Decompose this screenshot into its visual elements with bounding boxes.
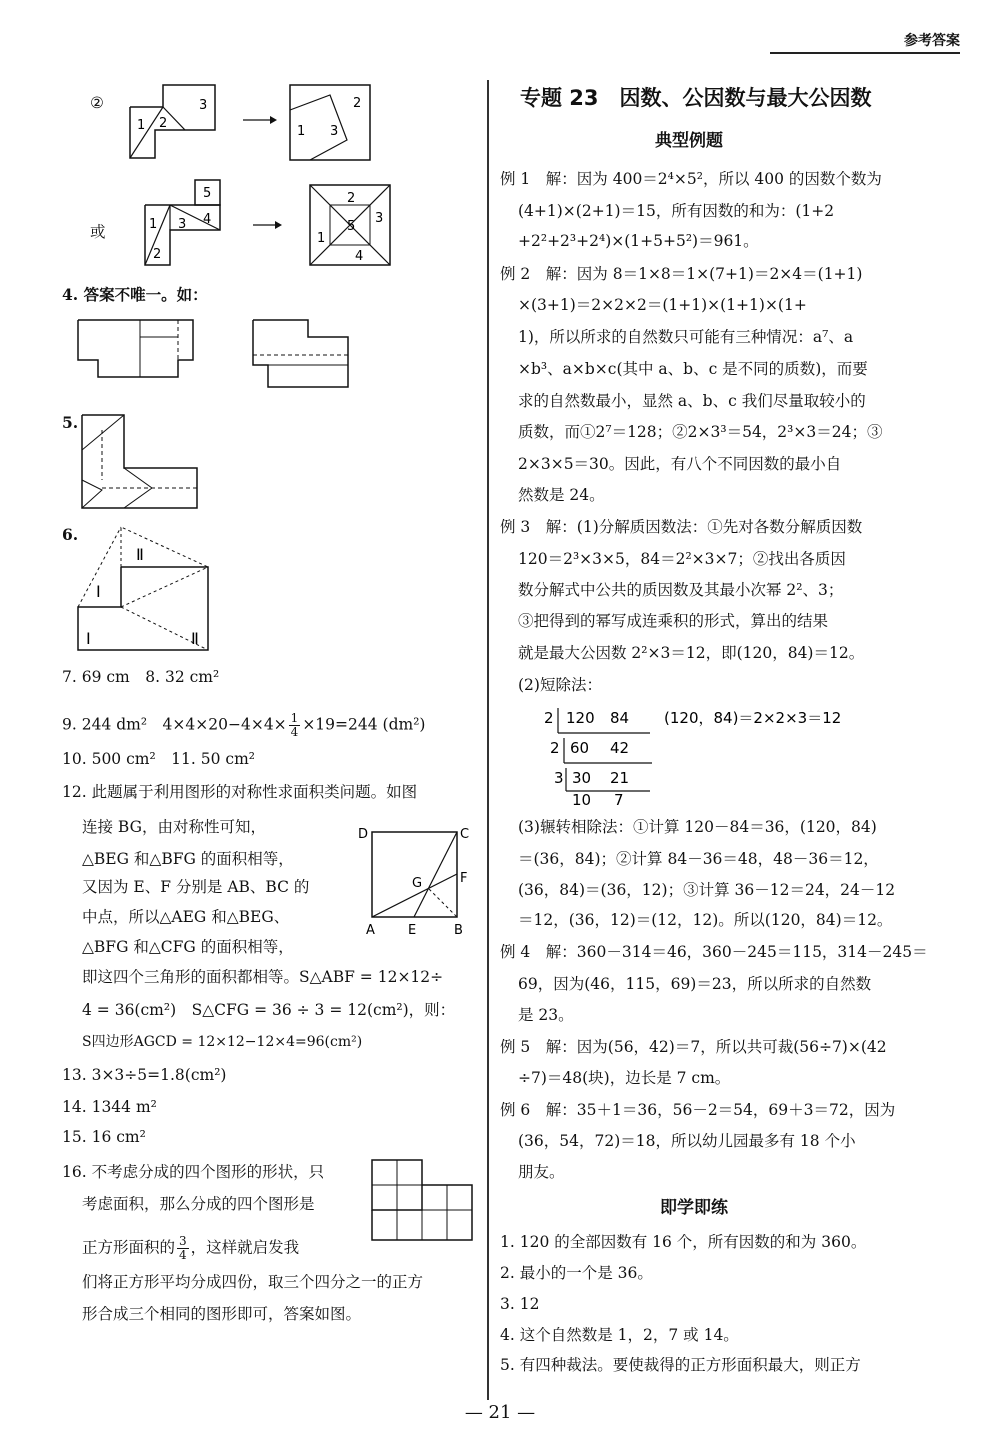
practice-item: 3. 12 [500, 1295, 540, 1313]
fig-num-2b: 2 [353, 96, 362, 111]
header-rule [770, 52, 960, 54]
ex3-line: (2)短除法： [518, 676, 602, 694]
quotient: 30 [572, 769, 592, 787]
q12-line: △BEG 和△BFG 的面积相等， [82, 850, 294, 868]
ex6-line: 例 6 解：35＋1＝36，56－2＝54，69＋3＝72，因为 [500, 1101, 896, 1119]
label-F: F [460, 871, 468, 886]
dividend: 84 [610, 709, 630, 727]
ex2-line: 2×3×5＝30。因此，有八个不同因数的最小自 [518, 455, 842, 473]
ex3b-line: (36，84)＝(36，12)；③计算 36－12＝24，24－12 [518, 881, 896, 899]
ex2-line: 1)，所以所求的自然数只可能有三种情况：a⁷、a [518, 328, 854, 346]
q14-text: 14. 1344 m² [62, 1098, 157, 1116]
q16-line: 们将正方形平均分成四份，取三个四分之一的正方 [82, 1273, 424, 1291]
label-A: A [366, 923, 375, 938]
label-E: E [408, 923, 417, 938]
roman-II-a: Ⅱ [136, 545, 144, 564]
q12-line: 又因为 E、F 分别是 AB、BC 的 [82, 878, 310, 896]
fig-num-4d: 4 [355, 249, 364, 264]
ex2-line: ×(3+1)＝2×2×2＝(1+1)×(1+1)×(1+ [518, 296, 807, 314]
practice-item: 4. 这个自然数是 1，2，7 或 14。 [500, 1326, 739, 1344]
topic-title: 专题 23 因数、公因数与最大公因数 [520, 86, 872, 110]
ex2-line: ×b³、a×b×c(其中 a、b、c 是不同的质数)，而要 [518, 360, 868, 378]
ex1-line: (4+1)×(2+1)＝15，所有因数的和为：(1+2 [518, 202, 835, 220]
quotient: 21 [610, 769, 630, 787]
page-number: — 21 — [464, 1402, 536, 1423]
practice-heading: 即学即练 [660, 1198, 728, 1218]
fig-num-5d: 5 [347, 219, 356, 234]
q4-text: 4. 答案不唯一。如： [62, 285, 208, 304]
short-division-figure [540, 705, 860, 810]
fig-num-1b: 1 [297, 124, 306, 139]
practice-item: 1. 120 的全部因数有 16 个，所有因数的和为 360。 [500, 1233, 867, 1251]
ex3b-line: ＝12，(36，12)＝(12，12)。所以(120，84)＝12。 [518, 911, 893, 929]
section-header: 参考答案 [904, 33, 960, 49]
ex2-line: 质数，而①2⁷＝128；②2×3³＝54，2³×3＝24；③ [518, 423, 883, 441]
ex4-line: 69，因为(46，115，69)＝23，所以所求的自然数 [518, 975, 872, 993]
q13-text: 13. 3×3÷5=1.8(cm²) [62, 1066, 227, 1084]
fig-num-2c: 2 [153, 247, 162, 262]
fig-num-3: 3 [199, 98, 208, 113]
q9-text: 9. 244 dm² 4×4×20−4×4× $\frac{1}{4}$ ×19=244 (dm²) [62, 711, 426, 740]
gcd-result: (120，84)＝2×2×3＝12 [664, 709, 842, 727]
fig-num-3d: 3 [375, 211, 384, 226]
label-G: G [412, 876, 423, 891]
ex4-line: 是 23。 [518, 1006, 574, 1024]
quotient: 42 [610, 739, 630, 757]
q3-or-label: 或 [90, 223, 106, 241]
q12-line: 4 = 36(cm²) S△CFG = 36 ÷ 3 = 12(cm²)，则： [82, 1001, 456, 1019]
fig-num-3c: 3 [178, 217, 187, 232]
q6-label: 6. [62, 525, 79, 544]
roman-I-b: Ⅰ [86, 629, 91, 648]
q6-figure [76, 522, 286, 657]
fig-num-3b: 3 [330, 124, 339, 139]
ex1-line: 例 1 解：因为 400＝2⁴×5²，所以 400 的因数个数为 [500, 170, 882, 188]
q12-line: 连接 BG，由对称性可知， [82, 818, 266, 836]
label-C: C [460, 827, 470, 842]
fig-num-5: 5 [203, 186, 212, 201]
fig-num-4: 4 [203, 212, 212, 227]
q3-figure-a [125, 85, 485, 165]
label-B: B [454, 923, 463, 938]
ex3-line: ③把得到的幂写成连乘积的形式，算出的结果 [518, 612, 829, 630]
column-divider [487, 80, 489, 1400]
divisor: 2 [550, 739, 560, 757]
fig-num-1d: 1 [317, 231, 326, 246]
q12-line: 12. 此题属于利用图形的对称性求面积类问题。如图 [62, 783, 418, 801]
ex5-line: ÷7)＝48(块)，边长是 7 cm。 [518, 1069, 731, 1087]
quotient: 60 [570, 739, 590, 757]
q16-line: 16. 不考虑分成的四个图形的形状，只 [62, 1163, 325, 1181]
ex3-line: 120＝2³×3×5，84＝2²×3×7；②找出各质因 [518, 550, 846, 568]
q12-line: 即这四个三角形的面积都相等。S△ABF = 12×12÷ [82, 968, 444, 986]
fraction-1-4: $\frac{1}{4}$ [290, 711, 299, 740]
ex3-line: 数分解式中公共的质因数及其最小次幂 2²、3； [518, 581, 844, 599]
practice-item: 5. 有四种裁法。要使裁得的正方形面积最大，则正方 [500, 1356, 861, 1374]
q15-text: 15. 16 cm² [62, 1128, 146, 1146]
quotient: 10 [572, 791, 592, 809]
ex3b-line: (3)辗转相除法：①计算 120－84＝36，(120，84) [518, 818, 877, 836]
divisor: 3 [554, 769, 564, 787]
q16-line: 正方形面积的 $\frac{3}{4}$ ，这样就启发我 [82, 1234, 300, 1263]
fraction-3-4: $\frac{3}{4}$ [179, 1234, 187, 1263]
q16-line: 考虑面积，那么分成的四个图形是 [82, 1195, 315, 1213]
q4-figure [78, 315, 378, 385]
ex2-line: 然数是 24。 [518, 486, 605, 504]
ex6-line: 朋友。 [518, 1163, 565, 1181]
quotient: 7 [614, 791, 624, 809]
ex2-line: 例 2 解：因为 8＝1×8＝1×(7+1)＝2×4＝(1+1) [500, 265, 863, 283]
q5-label: 5. [62, 413, 79, 432]
fig-num-1: 1 [137, 118, 146, 133]
q10-text: 10. 500 cm² 11. 50 cm² [62, 750, 256, 768]
ex4-line: 例 4 解：360－314＝46，360－245＝115，314－245＝ [500, 943, 928, 961]
fig-num-2: 2 [159, 116, 168, 131]
fig-num-1c: 1 [149, 217, 158, 232]
dividend: 120 [566, 709, 595, 727]
ex6-line: (36，54，72)＝18，所以幼儿园最多有 18 个小 [518, 1132, 856, 1150]
q7-text: 7. 69 cm 8. 32 cm² [62, 668, 220, 686]
q3-circle-label: ② [90, 94, 104, 112]
q3-figure-b [125, 180, 485, 270]
label-D: D [358, 827, 369, 842]
q12-line: 中点，所以△AEG 和△BEG、 [82, 908, 290, 926]
q16-grid-figure [370, 1158, 480, 1248]
q5-figure [82, 410, 282, 510]
q12-line: △BFG 和△CFG 的面积相等， [82, 938, 294, 956]
divisor: 2 [544, 709, 554, 727]
q16-line: 形合成三个相同的图形即可，答案如图。 [82, 1305, 362, 1323]
ex5-line: 例 5 解：因为(56，42)＝7，所以共可裁(56÷7)×(42 [500, 1038, 887, 1056]
fig-num-2d: 2 [347, 191, 356, 206]
roman-II-b: Ⅱ [191, 629, 199, 648]
roman-I-a: Ⅰ [96, 582, 101, 601]
ex2-line: 求的自然数最小，显然 a、b、c 我们尽量取较小的 [518, 392, 866, 410]
q12-line: S四边形AGCD = 12×12−12×4=96(cm²) [82, 1034, 363, 1050]
typical-examples-heading: 典型例题 [655, 131, 723, 151]
ex1-line: +2²+2³+2⁴)×(1+5+5²)＝961。 [518, 232, 759, 250]
ex3b-line: ＝(36，84)；②计算 84－36＝48，48－36＝12， [518, 850, 879, 868]
ex3-line: 就是最大公因数 2²×3＝12，即(120，84)＝12。 [518, 644, 865, 662]
practice-item: 2. 最小的一个是 36。 [500, 1264, 653, 1282]
q12-square-figure [352, 822, 482, 942]
ex3-line: 例 3 解：(1)分解质因数法：①先对各数分解质因数 [500, 518, 863, 536]
